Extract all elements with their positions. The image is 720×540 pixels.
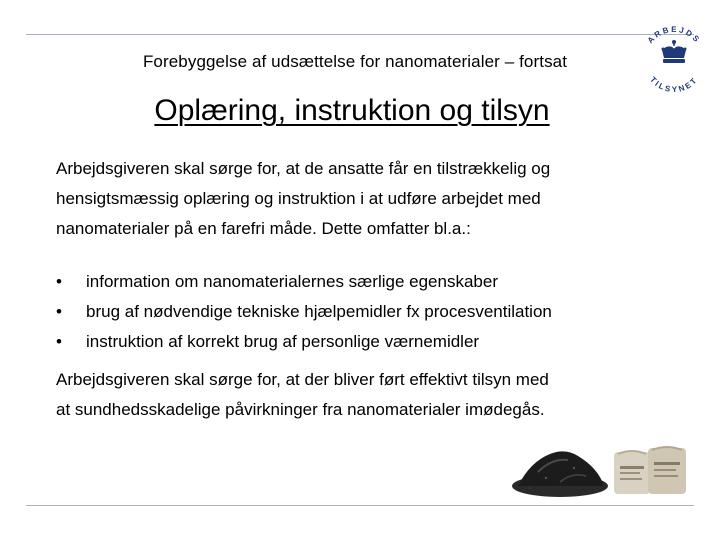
list-item xyxy=(56,267,552,297)
supervision-line: at sundhedsskadelige påvirkninger fra nanomaterialer imødegås. xyxy=(56,400,545,419)
intro-paragraph xyxy=(56,154,676,244)
top-divider xyxy=(26,34,694,35)
list-item xyxy=(56,327,552,357)
intro-line: nanomaterialer på en farefri måde. Dette omfatter bl.a.: xyxy=(56,219,471,238)
slide-subtitle: Forebyggelse af udsættelse for nanomaterialer – fortsat xyxy=(142,52,568,71)
arbejdstilsynet-logo xyxy=(634,20,714,100)
logo-top-text: ARBEJDS xyxy=(645,24,703,46)
svg-text:TILSYNET xyxy=(648,75,700,94)
bottom-divider xyxy=(26,505,694,506)
logo-bottom-text: TILSYNET xyxy=(648,75,700,95)
intro-line: hensigtsmæssig oplæring og instruktion i at udføre arbejdet med xyxy=(56,189,541,208)
slide-title: Oplæring, instruktion og tilsyn xyxy=(154,94,550,127)
list-item-text: instruktion af korrekt brug af personlige værnemidler xyxy=(86,332,480,351)
intro-line: Arbejdsgiveren skal sørge for, at de ansatte får en tilstrækkelig og xyxy=(56,159,551,178)
bullet-marker: • xyxy=(56,332,62,351)
list-item-text: information om nanomaterialernes særlige egenskaber xyxy=(86,272,498,291)
supervision-paragraph xyxy=(56,365,676,425)
list-item-text: brug af nødvendige tekniske hjælpemidler fx procesventilation xyxy=(86,302,552,321)
black-powder-pile-image xyxy=(510,442,610,498)
crown-icon xyxy=(662,40,687,63)
supervision-line: Arbejdsgiveren skal sørge for, at der bliver ført effektivt tilsyn med xyxy=(56,370,549,389)
bullet-marker: • xyxy=(56,302,62,321)
bullet-list xyxy=(56,267,552,357)
list-item xyxy=(56,297,552,327)
bullet-marker: • xyxy=(56,272,62,291)
sacks-image xyxy=(612,444,688,496)
